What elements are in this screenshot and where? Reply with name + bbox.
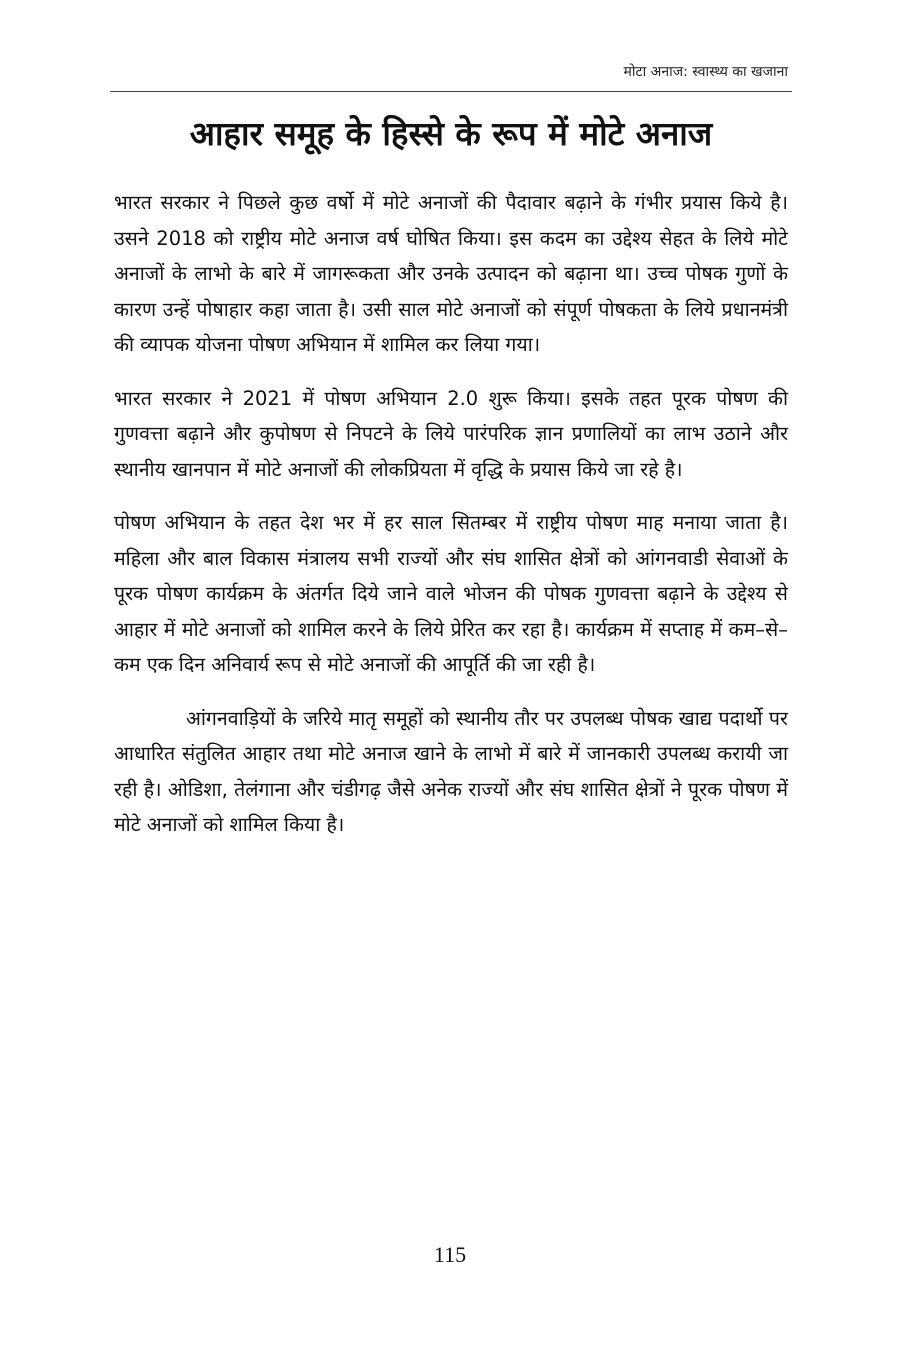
paragraph-3: पोषण अभियान के तहत देश भर में हर साल सितम्बर में राष्ट्रीय पोषण माह मनाया जाता है। महिला और बाल विकास मंत्रालय सभी राज्यों और संघ शासित क्षेत्रों को आंगनवाडी सेवाओं के पूरक पोषण कार्यक्रम के अंतर्गत दिये जाने वाले भोजन की पोषक गुणवत्ता बढ़ाने के उद्देश्य से आहार में मोटे अनाजों को शामिल करने के लिये प्रेरित कर रहा है। कार्यक्रम में सप्ताह में कम–से–कम एक दिन अनिवार्य रूप से मोटे अनाजों की आपूर्ति की जा रही है।: [114, 511, 788, 676]
page-number: 115: [433, 1242, 467, 1267]
chapter-title: आहार समूह के हिस्से के रूप में मोटे अनाज: [189, 114, 713, 153]
paragraph-2: भारत सरकार ने 2021 में पोषण अभियान 2.0 शुरू किया। इसके तहत पूरक पोषण की गुणवत्ता बढ़ाने और कुपोषण से निपटने के लिये पारंपरिक ज्ञान प्रणालियों का लाभ उठाने और स्थानीय खानपान में मोटे अनाजों की लोकप्रियता में वृद्धि के प्रयास किये जा रहे है।: [114, 386, 788, 481]
paragraph-4: आंगनवाड़ियों के जरिये मातृ समूहों को स्थानीय तौर पर उपलब्ध पोषक खाद्य पदार्थो पर आधारित संतुलित आहार तथा मोटे अनाज खाने के लाभो में बारे में जानकारी उपलब्ध करायी जा रही है। ओडिशा, तेलंगाना और चंडीगढ़ जैसे अनेक राज्यों और संघ शासित क्षेत्रों ने पूरक पोषण मेें मोटे अनाजों को शामिल किया है।: [114, 706, 788, 836]
header-divider: [110, 91, 792, 92]
body-text: [114, 185, 788, 861]
paragraph-1: भारत सरकार ने पिछले कुछ वर्षो में मोटे अनाजों की पैदावार बढ़ाने के गंभीर प्रयास किये है। उसने 2018 को राष्ट्रीय मोटे अनाज वर्ष घोषित किया। इस कदम का उद्देश्य सेहत के लिये मोटे अनाजों के लाभो के बारे में जागरूकता और उनके उत्पादन को बढ़ाना था। उच्च पोषक गुणों के कारण उन्हें पोषाहार कहा जाता है। उसी साल मोटे अनाजों को संपूर्ण पोषकता के लिये प्रधानमंत्री की व्यापक योजना पोषण अभियान में शामिल कर लिया गया।: [114, 191, 788, 356]
running-header-title: मोटा अनाज: स्वास्थ्य का खजाना: [623, 64, 788, 80]
